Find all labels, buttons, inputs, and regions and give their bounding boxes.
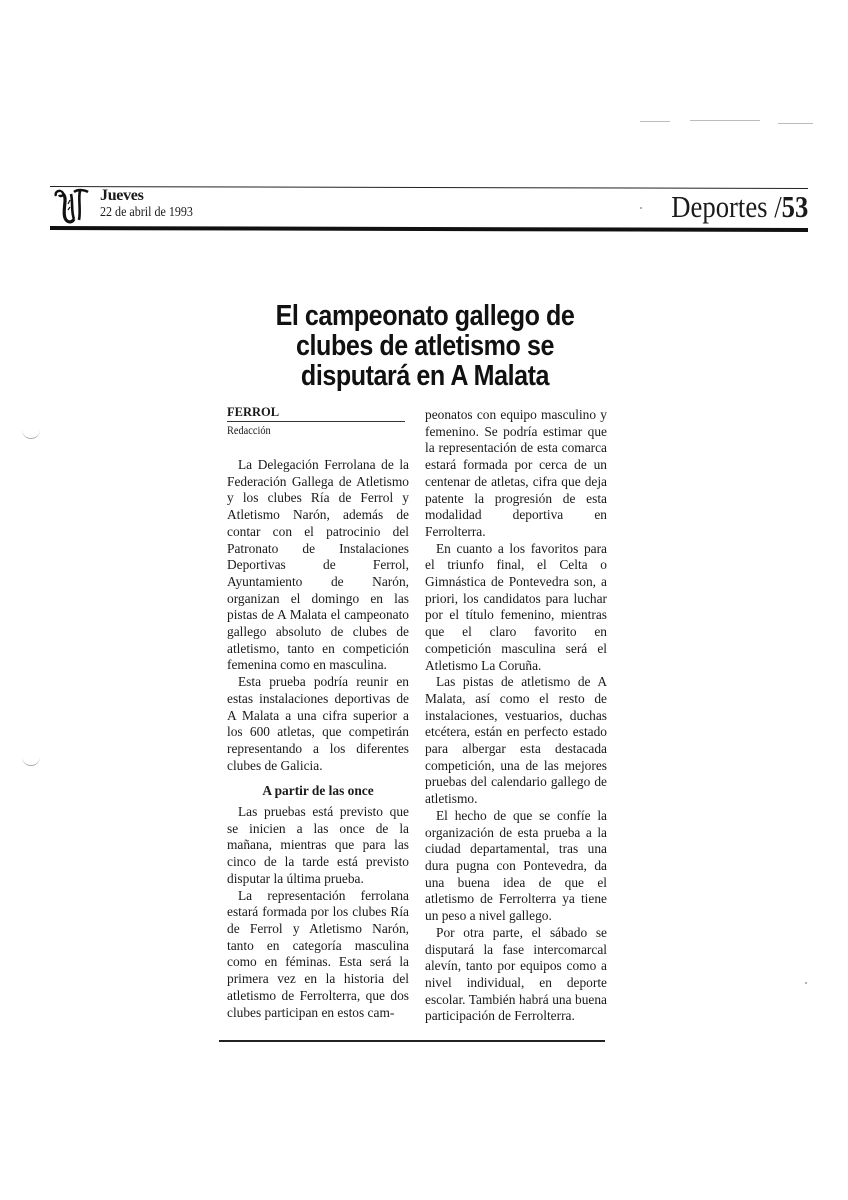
headline-line: disputará en A Malata — [300, 360, 550, 392]
scan-hole-mark — [22, 755, 40, 766]
paragraph: Esta prueba podría reunir en estas instalaciones deportivas de A Malata a una cifra superior a los 600 atletas, que competirán representando a los diferentes clubes de Galicia. — [227, 674, 409, 773]
article-column-2 — [425, 407, 607, 1025]
byline-role: Redacción — [227, 425, 271, 437]
section-label — [671, 190, 808, 224]
byline-city: FERROL — [227, 405, 280, 419]
article-end-rule — [219, 1040, 605, 1042]
issue-day: Jueves — [100, 187, 144, 204]
paragraph: La representación ferrolana estará formada por los clubes Ría de Ferrol y Atletismo Narón, tanto en categoría masculina como en féminas. Esta será la primera vez en la historia del atletismo de Ferrolterra, que dos clubes participan en estos cam- — [227, 887, 409, 1020]
scan-hole-mark — [22, 428, 40, 439]
byline-rule — [227, 421, 405, 422]
scan-mark — [640, 121, 670, 122]
scan-speck — [640, 207, 642, 209]
scan-mark — [778, 123, 813, 124]
header-bottom-rule — [50, 226, 808, 232]
scan-speck — [805, 982, 807, 984]
article-column-1 — [227, 457, 409, 1021]
headline-line: El campeonato gallego de — [275, 300, 575, 332]
section-separator: / — [773, 189, 782, 224]
masthead-logo-icon — [52, 188, 92, 224]
paragraph: En cuanto a los favoritos para el triunfo final, el Celta o Gimnástica de Pontevedra son, a priori, los candidatos para luchar por el título femenino, mientras que el claro favorito en competición masculina será el Atletismo La Coruña. — [425, 540, 607, 673]
subheading: A partir de las once — [262, 783, 374, 799]
paragraph: Por otra parte, el sábado se disputará la fase intercomarcal alevín, tanto por equipos como a nivel individual, en deporte escolar. También habrá una buena participación de Ferrolterra. — [425, 924, 607, 1024]
issue-date: 22 de abril de 1993 — [100, 205, 193, 220]
paragraph: El hecho de que se confíe la organización de esta prueba a la ciudad departamental, tras una dura pugna con Pontevedra, da una buena idea de que el atletismo de Ferrolterra ya tiene un peso a nivel gallego. — [425, 807, 607, 924]
section-name: Deportes — [671, 189, 768, 224]
headline-line: clubes de atletismo se — [296, 330, 554, 362]
paragraph: La Delegación Ferrolana de la Federación Gallega de Atletismo y los clubes Ría de Ferrol y Atletismo Narón, además de contar con el patrocinio del Patronato de Instalaciones Deportivas de Ferrol, Ayuntamiento de Narón, organizan el domingo en las pistas de A Malata el campeonato gallego absoluto de clubes de atletismo, tanto en competición femenina como en masculina. — [227, 457, 409, 673]
article-headline — [200, 301, 650, 391]
scan-mark — [690, 120, 760, 121]
paragraph-continuation: peonatos con equipo masculino y femenino. Se podría estimar que la representación de esta comarca estará formada por cerca de un centenar de atletas, cifra que deja patente la progresión de esta modalidad deportiva en Ferrolterra. — [425, 407, 607, 539]
page-number: 53 — [781, 189, 808, 224]
paragraph: Las pistas de atletismo de A Malata, así como el resto de instalaciones, vestuarios, duchas etcétera, están en perfecto estado para albergar esta destacada competición, una de las mejores pruebas del calendario gallego de atletismo. — [425, 674, 607, 807]
paragraph: Las pruebas está previsto que se inicien a las once de la mañana, mientras que para las cinco de la tarde está previsto disputar la última prueba. — [227, 804, 409, 886]
